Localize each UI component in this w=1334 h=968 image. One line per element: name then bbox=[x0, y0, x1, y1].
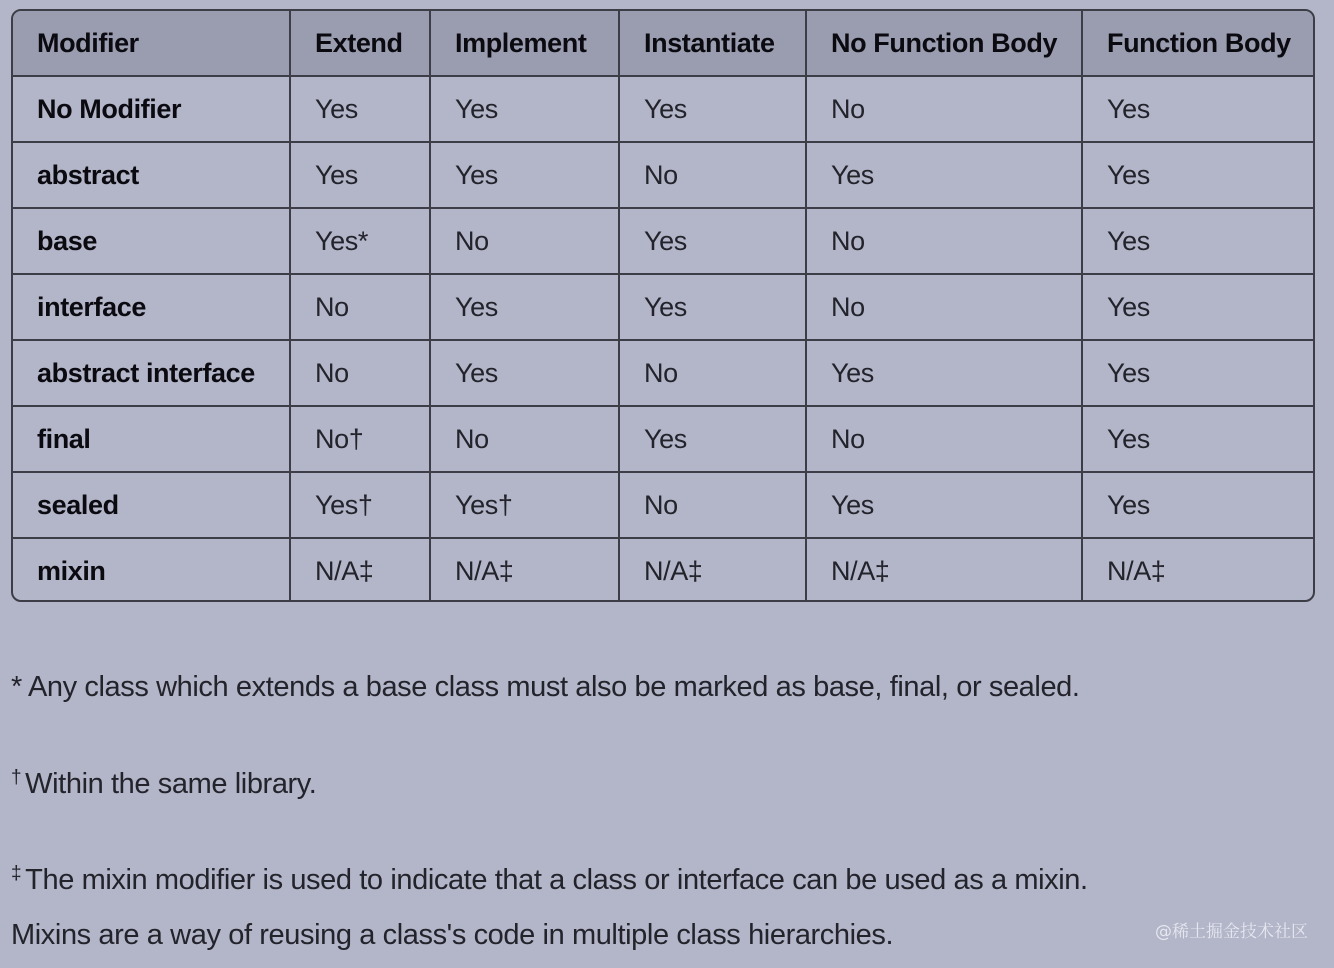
table-cell: Yes bbox=[806, 142, 1082, 208]
table-cell: Yes bbox=[430, 274, 619, 340]
watermark: @稀土掘金技术社区 bbox=[1155, 922, 1308, 942]
table-cell: Yes bbox=[619, 208, 806, 274]
row-label: final bbox=[13, 406, 290, 472]
table-cell: Yes bbox=[806, 472, 1082, 538]
table-cell: Yes* bbox=[290, 208, 430, 274]
modifier-table bbox=[13, 11, 1313, 602]
table-cell: Yes bbox=[619, 76, 806, 142]
table-cell: Yes bbox=[1082, 274, 1313, 340]
table-cell: Yes bbox=[1082, 142, 1313, 208]
table-cell: No bbox=[619, 472, 806, 538]
table-cell: Yes bbox=[1082, 472, 1313, 538]
header-no-function-body: No Function Body bbox=[806, 11, 1082, 76]
row-label: abstract bbox=[13, 142, 290, 208]
table-row bbox=[13, 538, 1313, 602]
footnote-asterisk bbox=[11, 671, 1080, 704]
table-cell: Yes bbox=[619, 274, 806, 340]
table-cell: No bbox=[430, 406, 619, 472]
table-cell: Yes bbox=[430, 340, 619, 406]
table-row bbox=[13, 340, 1313, 406]
header-extend: Extend bbox=[290, 11, 430, 76]
footnote-asterisk-text: * Any class which extends a base class must also be marked as base, final, or sealed. bbox=[11, 671, 1080, 703]
row-label: sealed bbox=[13, 472, 290, 538]
table-row bbox=[13, 274, 1313, 340]
table-cell: Yes bbox=[290, 76, 430, 142]
header-modifier: Modifier bbox=[13, 11, 290, 76]
table-cell: N/A‡ bbox=[1082, 538, 1313, 602]
table-row bbox=[13, 406, 1313, 472]
footnote-double-dagger-line1: The mixin modifier is used to indicate that a class or interface can be used as a mixin. bbox=[25, 864, 1088, 896]
table-cell: No† bbox=[290, 406, 430, 472]
table-cell: No bbox=[619, 340, 806, 406]
table-cell: Yes† bbox=[430, 472, 619, 538]
header-implement: Implement bbox=[430, 11, 619, 76]
table-cell: Yes bbox=[430, 76, 619, 142]
table-cell: No bbox=[806, 406, 1082, 472]
table-cell: Yes† bbox=[290, 472, 430, 538]
table-cell: N/A‡ bbox=[290, 538, 430, 602]
footnote-dagger-text: Within the same library. bbox=[25, 768, 317, 800]
table-cell: Yes bbox=[430, 142, 619, 208]
double-dagger-mark: ‡ bbox=[11, 863, 22, 884]
table-cell: Yes bbox=[1082, 76, 1313, 142]
header-instantiate: Instantiate bbox=[619, 11, 806, 76]
modifier-table-container bbox=[11, 9, 1315, 602]
table-cell: No bbox=[290, 274, 430, 340]
header-function-body: Function Body bbox=[1082, 11, 1313, 76]
table-cell: Yes bbox=[1082, 406, 1313, 472]
footnote-dagger bbox=[11, 767, 316, 801]
table-cell: No bbox=[290, 340, 430, 406]
table-cell: Yes bbox=[806, 340, 1082, 406]
row-label: base bbox=[13, 208, 290, 274]
table-cell: No bbox=[806, 274, 1082, 340]
table-cell: No bbox=[806, 76, 1082, 142]
table-cell: N/A‡ bbox=[806, 538, 1082, 602]
row-label: No Modifier bbox=[13, 76, 290, 142]
table-cell: Yes bbox=[290, 142, 430, 208]
table-cell: N/A‡ bbox=[430, 538, 619, 602]
table-cell: N/A‡ bbox=[619, 538, 806, 602]
footnote-double-dagger-line2: Mixins are a way of reusing a class's code in multiple class hierarchies. bbox=[11, 919, 894, 951]
table-cell: Yes bbox=[1082, 340, 1313, 406]
table-cell: No bbox=[806, 208, 1082, 274]
row-label: interface bbox=[13, 274, 290, 340]
table-row bbox=[13, 472, 1313, 538]
dagger-mark: † bbox=[11, 767, 22, 788]
table-cell: No bbox=[619, 142, 806, 208]
row-label: abstract interface bbox=[13, 340, 290, 406]
table-cell: Yes bbox=[1082, 208, 1313, 274]
table-cell: No bbox=[430, 208, 619, 274]
table-header-row bbox=[13, 11, 1313, 76]
table-row bbox=[13, 76, 1313, 142]
footnote-double-dagger-continuation bbox=[11, 919, 893, 952]
table-row bbox=[13, 208, 1313, 274]
table-cell: Yes bbox=[619, 406, 806, 472]
footnote-double-dagger bbox=[11, 863, 1088, 897]
table-row bbox=[13, 142, 1313, 208]
row-label: mixin bbox=[13, 538, 290, 602]
